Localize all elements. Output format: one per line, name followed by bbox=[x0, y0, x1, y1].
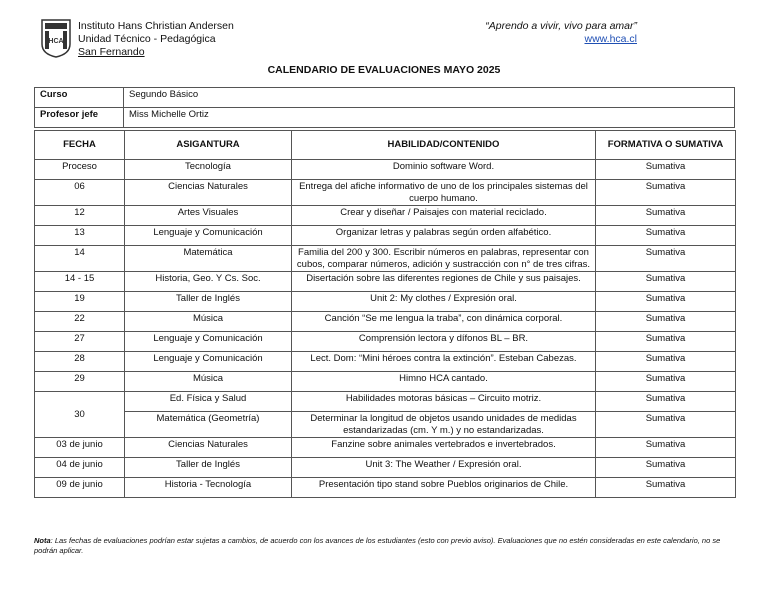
row-subject: Artes Visuales bbox=[125, 206, 292, 226]
table-header-row bbox=[35, 131, 736, 160]
row-subject: Lenguaje y Comunicación bbox=[125, 352, 292, 372]
row-subject: Ciencias Naturales bbox=[125, 180, 292, 206]
table-row bbox=[35, 478, 736, 498]
row-content: Unit 3: The Weather / Expresión oral. bbox=[292, 458, 596, 478]
note-text: : Las fechas de evaluaciones podrían estar sujetas a cambios, de acuerdo con los avances de los estudiantes (esto con previo aviso). Evaluaciones que no estén consideradas en este calendario, no se podrán aplicar. bbox=[34, 536, 721, 555]
row-type: Sumativa bbox=[596, 372, 736, 392]
teacher-label: Profesor jefe bbox=[35, 108, 124, 128]
evaluations-table bbox=[34, 130, 736, 498]
row-subject: Tecnología bbox=[125, 160, 292, 180]
row-subject: Lenguaje y Comunicación bbox=[125, 332, 292, 352]
school-unit: Unidad Técnico - Pedagógica bbox=[78, 33, 216, 45]
row-type: Sumativa bbox=[596, 392, 736, 412]
row-date: 22 bbox=[35, 312, 125, 332]
row-date: 19 bbox=[35, 292, 125, 312]
row-date: 27 bbox=[35, 332, 125, 352]
note-label: Nota bbox=[34, 536, 51, 545]
table-row bbox=[35, 352, 736, 372]
table-row bbox=[35, 226, 736, 246]
table-row bbox=[35, 246, 736, 272]
col-header-subject: ASIGANTURA bbox=[125, 131, 292, 160]
row-type: Sumativa bbox=[596, 412, 736, 438]
row-date: 13 bbox=[35, 226, 125, 246]
table-row bbox=[35, 372, 736, 392]
footnote bbox=[34, 536, 735, 556]
row-type: Sumativa bbox=[596, 206, 736, 226]
row-type: Sumativa bbox=[596, 226, 736, 246]
row-content: Disertación sobre las diferentes regiones de Chile y sus paisajes. bbox=[292, 272, 596, 292]
table-row bbox=[35, 438, 736, 458]
page-title: CALENDARIO DE EVALUACIONES MAYO 2025 bbox=[267, 64, 501, 76]
row-subject: Historia, Geo. Y Cs. Soc. bbox=[125, 272, 292, 292]
row-type: Sumativa bbox=[596, 180, 736, 206]
table-row bbox=[35, 292, 736, 312]
row-content: Lect. Dom: “Mini héroes contra la extinción”. Esteban Cabezas. bbox=[292, 352, 596, 372]
row-subject: Lenguaje y Comunicación bbox=[125, 226, 292, 246]
row-subject: Ciencias Naturales bbox=[125, 438, 292, 458]
row-content: Himno HCA cantado. bbox=[292, 372, 596, 392]
row-date: 30 bbox=[35, 392, 125, 438]
table-row bbox=[35, 206, 736, 226]
course-row bbox=[35, 88, 735, 108]
row-subject: Música bbox=[125, 312, 292, 332]
row-date: 29 bbox=[35, 372, 125, 392]
row-type: Sumativa bbox=[596, 272, 736, 292]
row-content: Entrega del afiche informativo de uno de los principales sistemas del cuerpo humano. bbox=[292, 180, 596, 206]
school-info bbox=[78, 20, 234, 59]
row-date: 12 bbox=[35, 206, 125, 226]
row-content: Presentación tipo stand sobre Pueblos originarios de Chile. bbox=[292, 478, 596, 498]
col-header-type: FORMATIVA O SUMATIVA bbox=[596, 131, 736, 160]
course-label: Curso bbox=[35, 88, 124, 108]
row-date: 04 de junio bbox=[35, 458, 125, 478]
table-row bbox=[35, 392, 736, 412]
row-date: Proceso bbox=[35, 160, 125, 180]
row-content: Fanzine sobre animales vertebrados e invertebrados. bbox=[292, 438, 596, 458]
motto-block bbox=[485, 20, 637, 46]
table-row bbox=[35, 332, 736, 352]
row-subject: Taller de Inglés bbox=[125, 292, 292, 312]
table-row bbox=[35, 458, 736, 478]
teacher-row bbox=[35, 108, 735, 128]
row-content: Comprensión lectora y dífonos BL – BR. bbox=[292, 332, 596, 352]
course-info-table bbox=[34, 87, 735, 128]
row-content: Unit 2: My clothes / Expresión oral. bbox=[292, 292, 596, 312]
row-type: Sumativa bbox=[596, 332, 736, 352]
row-type: Sumativa bbox=[596, 478, 736, 498]
row-date: 09 de junio bbox=[35, 478, 125, 498]
school-city: San Fernando bbox=[78, 46, 145, 58]
row-type: Sumativa bbox=[596, 458, 736, 478]
row-subject: Ed. Física y Salud bbox=[125, 392, 292, 412]
row-type: Sumativa bbox=[596, 438, 736, 458]
row-date: 14 bbox=[35, 246, 125, 272]
table-row bbox=[35, 412, 736, 438]
row-type: Sumativa bbox=[596, 246, 736, 272]
row-content: Habilidades motoras básicas – Circuito motriz. bbox=[292, 392, 596, 412]
row-content: Canción “Se me lengua la traba”, con dinámica corporal. bbox=[292, 312, 596, 332]
row-type: Sumativa bbox=[596, 292, 736, 312]
row-type: Sumativa bbox=[596, 312, 736, 332]
teacher-value: Miss Michelle Ortiz bbox=[124, 108, 735, 128]
row-content: Determinar la longitud de objetos usando unidades de medidas estandarizadas (cm. Y m.) y no estandarizadas. bbox=[292, 412, 596, 438]
row-date: 28 bbox=[35, 352, 125, 372]
row-content: Crear y diseñar / Paisajes con material reciclado. bbox=[292, 206, 596, 226]
table-row bbox=[35, 272, 736, 292]
row-content: Organizar letras y palabras según orden alfabético. bbox=[292, 226, 596, 246]
logo-text: HCA bbox=[48, 38, 64, 45]
row-subject: Matemática bbox=[125, 246, 292, 272]
row-subject: Historia - Tecnología bbox=[125, 478, 292, 498]
row-date: 14 - 15 bbox=[35, 272, 125, 292]
table-row bbox=[35, 312, 736, 332]
row-subject: Taller de Inglés bbox=[125, 458, 292, 478]
row-subject: Matemática (Geometría) bbox=[125, 412, 292, 438]
row-subject: Música bbox=[125, 372, 292, 392]
table-row bbox=[35, 160, 736, 180]
table-row bbox=[35, 180, 736, 206]
col-header-content: HABILIDAD/CONTENIDO bbox=[292, 131, 596, 160]
row-content: Familia del 200 y 300. Escribir números en palabras, representar con cubos, comparar números, adición y sustracción con n° de tres cifras. bbox=[292, 246, 596, 272]
row-date: 06 bbox=[35, 180, 125, 206]
row-date: 03 de junio bbox=[35, 438, 125, 458]
row-type: Sumativa bbox=[596, 160, 736, 180]
school-name: Instituto Hans Christian Andersen bbox=[78, 20, 234, 32]
website-link[interactable]: www.hca.cl bbox=[584, 33, 637, 45]
school-logo bbox=[40, 18, 72, 58]
school-motto: “Aprendo a vivir, vivo para amar” bbox=[485, 20, 637, 32]
course-value: Segundo Básico bbox=[124, 88, 735, 108]
row-type: Sumativa bbox=[596, 352, 736, 372]
col-header-date: FECHA bbox=[35, 131, 125, 160]
row-content: Dominio software Word. bbox=[292, 160, 596, 180]
